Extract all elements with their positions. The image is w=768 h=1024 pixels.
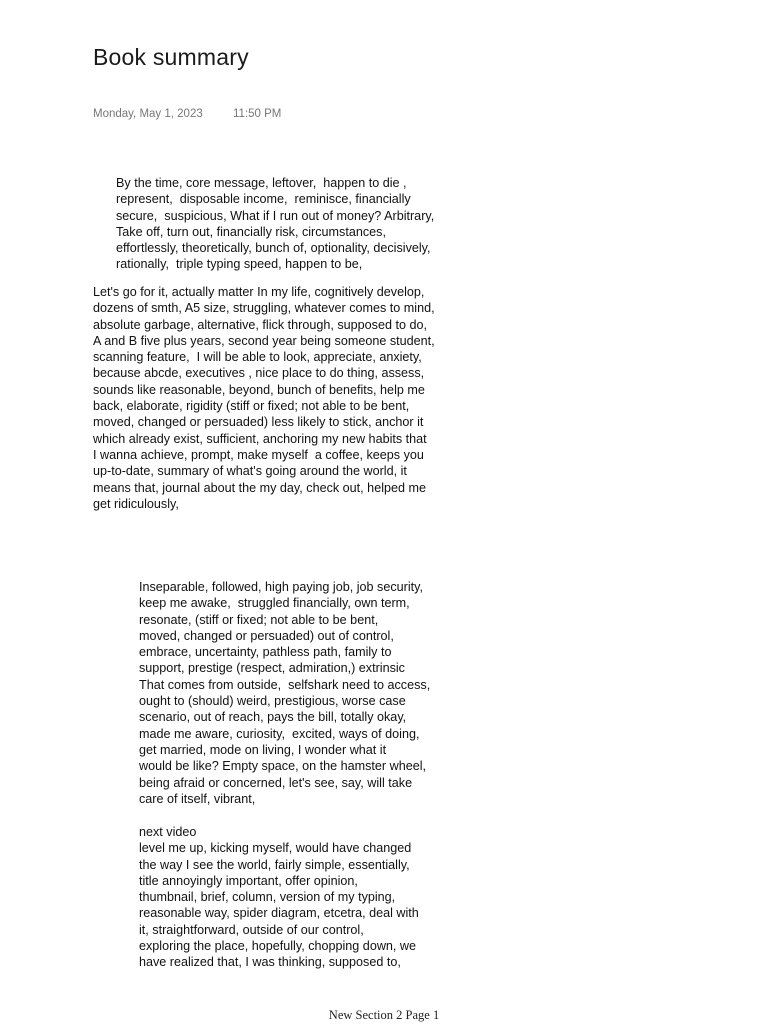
text-line: next video <box>139 825 197 839</box>
text-line: Inseparable, followed, high paying job, job security, <box>139 580 423 594</box>
text-line: means that, journal about the my day, check out, helped me <box>93 480 426 495</box>
text-line: back, elaborate, rigidity (stiff or fixed; not able to be bent, <box>93 399 410 414</box>
text-line: title annoyingly important, offer opinion, <box>139 873 358 888</box>
paragraph-vocabulary-4 <box>139 824 419 971</box>
text-line: get married, mode on living, I wonder what it <box>139 742 387 757</box>
text-line: reasonable way, spider diagram, etcetra, deal with <box>139 906 419 921</box>
text-line: represent, disposable income, reminisce, financially <box>116 192 411 207</box>
text-line: it, straightforward, outside of our control, <box>139 922 364 937</box>
text-line: sounds like reasonable, beyond, bunch of benefits, help me <box>93 382 425 397</box>
text-line: embrace, uncertainty, pathless path, family to <box>139 645 392 660</box>
text-line: effortlessly, theoretically, bunch of, optionality, decisively, <box>116 241 431 256</box>
text-line: absolute garbage, alternative, flick through, supposed to do, <box>93 317 427 332</box>
text-line: up-to-date, summary of what's going around the world, it <box>93 464 407 479</box>
page-time: 11:50 PM <box>233 108 282 120</box>
text-line: scenario, out of reach, pays the bill, totally okay, <box>139 710 407 725</box>
text-line: rationally, triple typing speed, happen to be, <box>116 257 363 272</box>
text-line: level me up, kicking myself, would have changed <box>139 841 412 856</box>
text-line: resonate, (stiff or fixed; not able to be bent, <box>139 612 379 627</box>
text-line: dozens of smth, A5 size, struggling, whatever comes to mind, <box>93 301 435 316</box>
text-line: scanning feature, I will be able to look, appreciate, anxiety, <box>93 350 422 365</box>
paragraph-vocabulary-1 <box>116 175 434 273</box>
text-line: have realized that, I was thinking, supposed to, <box>139 955 401 970</box>
paragraph-vocabulary-3 <box>139 579 430 807</box>
text-line: keep me awake, struggled financially, own term, <box>139 596 410 611</box>
text-line: being afraid or concerned, let's see, say, will take <box>139 775 413 790</box>
page-date: Monday, May 1, 2023 <box>93 108 203 120</box>
text-line: exploring the place, hopefully, chopping down, we <box>139 939 417 954</box>
page-footer: New Section 2 Page 1 <box>328 1008 440 1022</box>
text-line: moved, changed or persuaded) less likely to stick, anchor it <box>93 415 424 430</box>
text-line: care of itself, vibrant, <box>139 791 256 806</box>
text-line: because abcde, executives , nice place to do thing, assess, <box>93 366 425 381</box>
text-line: would be like? Empty space, on the hamster wheel, <box>139 759 427 774</box>
text-line: moved, changed or persuaded) out of control, <box>139 628 394 643</box>
text-line: ought to (should) weird, prestigious, worse case <box>139 694 406 709</box>
page-title: Book summary <box>93 44 249 70</box>
paragraph-vocabulary-2 <box>93 284 435 512</box>
text-line: A and B five plus years, second year being someone student, <box>93 333 435 348</box>
text-line: thumbnail, brief, column, version of my typing, <box>139 890 396 905</box>
text-line: Let's go for it, actually matter In my life, cognitively develop, <box>93 285 425 299</box>
text-line: made me aware, curiosity, excited, ways of doing, <box>139 726 420 741</box>
text-line: which already exist, sufficient, anchoring my new habits that <box>93 431 427 446</box>
text-line: get ridiculously, <box>93 496 179 511</box>
text-line: support, prestige (respect, admiration,) extrinsic <box>139 661 405 676</box>
text-line: By the time, core message, leftover, happen to die , <box>116 176 407 190</box>
text-line: secure, suspicious, What if I run out of money? Arbitrary, <box>116 208 435 223</box>
text-line: I wanna achieve, prompt, make myself a coffee, keeps you <box>93 447 424 462</box>
text-line: Take off, turn out, financially risk, circumstances, <box>116 224 386 239</box>
text-line: the way I see the world, fairly simple, essentially, <box>139 857 410 872</box>
text-line: That comes from outside, selfshark need to access, <box>139 677 431 692</box>
